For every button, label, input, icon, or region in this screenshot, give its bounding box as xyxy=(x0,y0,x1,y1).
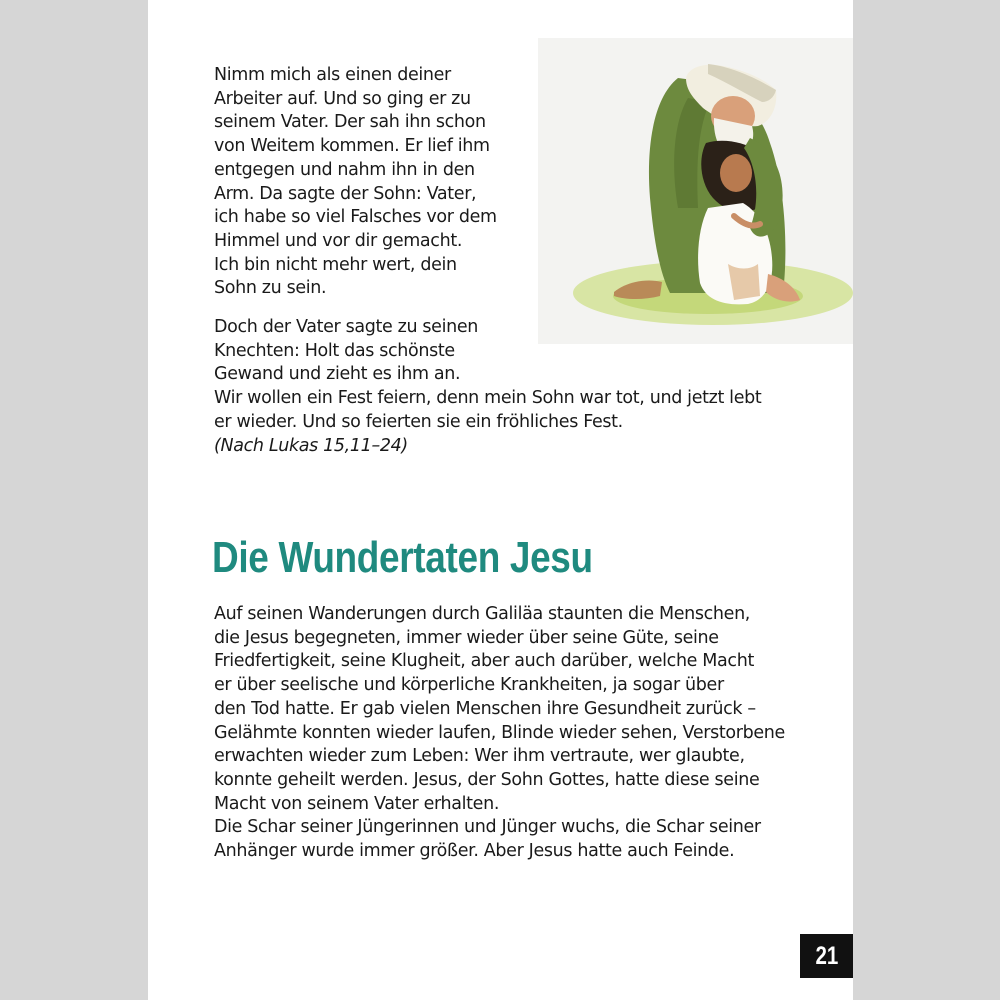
father-embracing-son-illustration xyxy=(538,38,853,344)
section-body-text: Auf seinen Wanderungen durch Galiläa staunten die Menschen, die Jesus begegneten, immer wieder über seine Güte, seine Friedfertigkeit, seine Klugheit, aber auch darüber, welche Macht er über seelische und körperliche Krankheiten, ja sogar über den Tod hatte. Er gab vielen Menschen ihre Gesundheit zurück – Gelähmte konnten wieder laufen, Blinde wieder sehen, Verstorbene erwachten wieder zum Leben: Wer ihm vertraute, wer glaubte, konnte geheilt werden. Jesus, der Sohn Gottes, hatte diese seine Macht von seinem Vater erhalten. Die Schar seiner Jüngerinnen und Jünger wuchs, die Schar seiner Anhänger wurde immer größer. Aber Jesus hatte auch Feinde. xyxy=(214,604,785,862)
section-heading: Die Wundertaten Jesu xyxy=(212,533,593,582)
story-paragraph-1 xyxy=(214,64,514,301)
page-number: 21 xyxy=(815,942,838,970)
story-paragraph-1-text: Nimm mich als einen deiner Arbeiter auf. Und so ging er zu seinem Vater. Der sah ihn schon von Weitem kommen. Er lief ihm entgegen und nahm ihn in den Arm. Da sagte der Sohn: Vater, ich habe so viel Falsches vor dem Himmel und vor dir gemacht. Ich bin nicht mehr wert, dein Sohn zu sein. xyxy=(214,65,497,299)
bible-citation: (Nach Lukas 15,11–24) xyxy=(214,435,408,456)
story-paragraph-2-text: Doch der Vater sagte zu seinen Knechten: Holt das schönste Gewand und zieht es ihm an. Wir wollen ein Fest feiern, denn mein Sohn war tot, und jetzt lebt er wieder. Und so feierten sie ein fröhliches Fest. xyxy=(214,317,762,432)
page-number-badge xyxy=(800,934,853,978)
story-paragraph-2 xyxy=(214,316,814,458)
book-page xyxy=(148,0,853,1000)
illustration-drawing xyxy=(538,38,853,344)
section-body xyxy=(214,603,824,864)
